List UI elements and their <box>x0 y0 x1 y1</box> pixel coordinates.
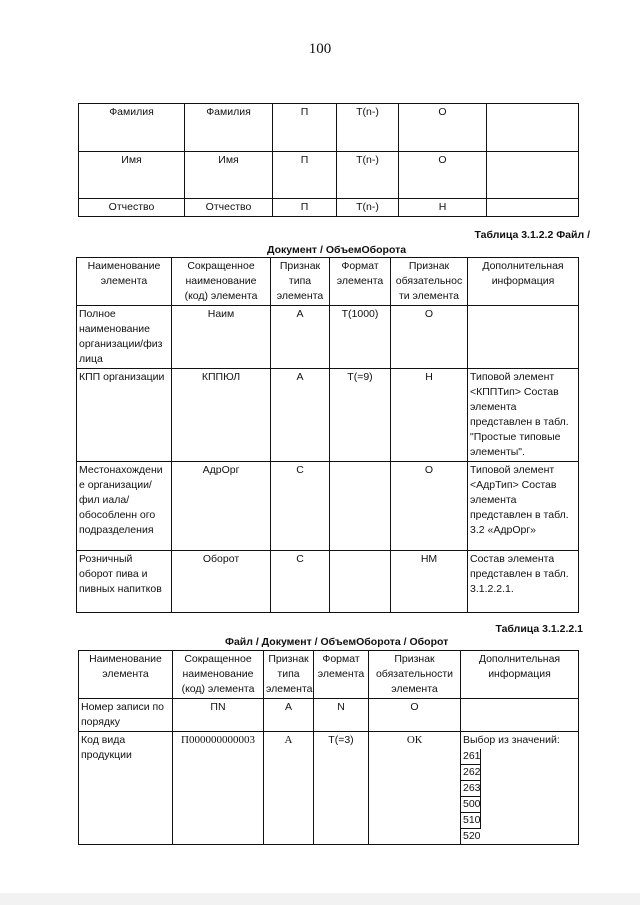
option-value: 262 <box>461 765 481 781</box>
column-header: Формат элемента <box>330 258 391 306</box>
option-value: 261 <box>461 749 481 765</box>
cell: О <box>399 104 487 152</box>
cell: Н <box>399 199 487 217</box>
cell: Типовой элемент <КППТип> Состав элемента представлен в табл. "Простые типовые элементы". <box>468 369 579 462</box>
column-header: Признак обязательнос ти элемента <box>391 258 468 306</box>
cell <box>468 306 579 369</box>
cell: Фамилия <box>79 104 185 152</box>
column-header: Наименование элемента <box>77 258 172 306</box>
column-header: Признак типа элемента <box>271 258 330 306</box>
cell: Полное наименование организации/физ лица <box>77 306 172 369</box>
option-value: 520 <box>463 830 481 842</box>
table-caption: Таблица 3.1.2.2 Файл / <box>474 229 590 241</box>
cell: ПN <box>173 699 264 732</box>
cell <box>487 104 579 152</box>
cell: П <box>273 199 337 217</box>
table-header-row <box>79 651 579 699</box>
table-row <box>79 104 579 152</box>
cell: С <box>271 551 330 613</box>
cell: Имя <box>185 152 273 199</box>
cell: Имя <box>79 152 185 199</box>
table-row <box>77 306 579 369</box>
cell: Номер записи по порядку <box>79 699 173 732</box>
column-header: Признак типа элемента <box>264 651 314 699</box>
cell: ОК <box>369 732 461 845</box>
cell: П <box>273 152 337 199</box>
cell <box>487 199 579 217</box>
cell <box>461 699 579 732</box>
cell: А <box>271 369 330 462</box>
cell: НМ <box>391 551 468 613</box>
cell: Фамилия <box>185 104 273 152</box>
cell: Розничный оборот пива и пивных напитков <box>77 551 172 613</box>
cell <box>330 462 391 551</box>
column-header: Признак обязательности элемента <box>369 651 461 699</box>
cell: N <box>314 699 369 732</box>
table-name-fields <box>78 103 579 217</box>
page-number: 100 <box>308 41 332 57</box>
cell: Местонахождени е организации/фил иала/обособленн ого подразделения <box>77 462 172 551</box>
table-row <box>77 551 579 613</box>
cell: П000000000003 <box>173 732 264 845</box>
cell: П <box>273 104 337 152</box>
table-turnover <box>78 650 579 845</box>
cell: Отчество <box>79 199 185 217</box>
cell: КПП организации <box>77 369 172 462</box>
option-value: 510 <box>461 813 481 829</box>
table-volume <box>76 257 579 613</box>
cell: А <box>264 699 314 732</box>
table-row <box>77 369 579 462</box>
cell: О <box>399 152 487 199</box>
table-row <box>79 732 579 845</box>
cell: О <box>369 699 461 732</box>
cell: Типовой элемент <АдрТип> Состав элемента представлен в табл. 3.2 «АдрОрг» <box>468 462 579 551</box>
column-header: Сокращенное наименование (код) элемента <box>173 651 264 699</box>
page-edge <box>0 893 640 905</box>
cell: Отчество <box>185 199 273 217</box>
table-header-row <box>77 258 579 306</box>
cell: О <box>391 462 468 551</box>
cell: КППЮЛ <box>172 369 271 462</box>
cell: А <box>271 306 330 369</box>
cell: С <box>271 462 330 551</box>
table-title: Документ / ОбъемОборота <box>267 244 407 256</box>
table-row <box>79 199 579 217</box>
table-title: Файл / Документ / ОбъемОборота / Оборот <box>225 636 449 648</box>
cell: Код вида продукции <box>79 732 173 845</box>
table-caption: Таблица 3.1.2.2.1 <box>495 623 583 635</box>
column-header: Наименование элемента <box>79 651 173 699</box>
table-row <box>79 699 579 732</box>
options-label: Выбор из значений: <box>463 734 560 746</box>
cell: Н <box>391 369 468 462</box>
cell <box>487 152 579 199</box>
table-row <box>77 462 579 551</box>
cell: T(n-) <box>337 152 399 199</box>
cell: T(=3) <box>314 732 369 845</box>
cell: Оборот <box>172 551 271 613</box>
column-header: Формат элемента <box>314 651 369 699</box>
cell: А <box>264 732 314 845</box>
table-row <box>79 152 579 199</box>
column-header: Сокращенное наименование (код) элемента <box>172 258 271 306</box>
option-value: 263 <box>461 781 481 797</box>
column-header: Дополнительная информация <box>461 651 579 699</box>
cell: T(1000) <box>330 306 391 369</box>
column-header: Дополнительная информация <box>468 258 579 306</box>
cell: АдрОрг <box>172 462 271 551</box>
cell: Состав элемента представлен в табл. 3.1.2.2.1. <box>468 551 579 613</box>
cell: О <box>391 306 468 369</box>
cell: Наим <box>172 306 271 369</box>
cell: T(n-) <box>337 199 399 217</box>
cell-options <box>461 732 579 845</box>
option-value: 500 <box>461 797 481 813</box>
cell <box>330 551 391 613</box>
cell: T(n-) <box>337 104 399 152</box>
cell: T(=9) <box>330 369 391 462</box>
